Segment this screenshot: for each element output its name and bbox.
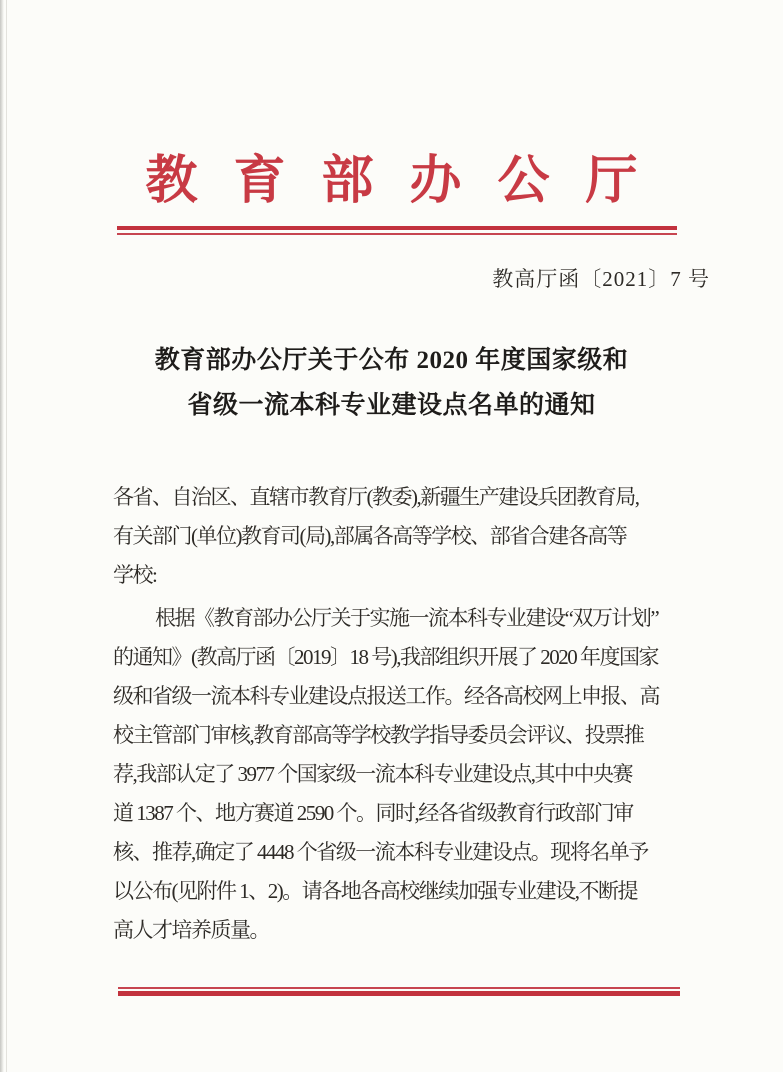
document-title	[0, 338, 783, 428]
body-line: 荐,我部认定了 3977 个国家级一流本科专业建设点,其中中央赛	[113, 762, 632, 786]
document-reference-number: 教高厅函〔2021〕7 号	[492, 267, 710, 291]
document-body	[113, 478, 681, 950]
salutation-line: 各省、自治区、直辖市教育厅(教委),新疆生产建设兵团教育局,	[113, 485, 639, 509]
letterhead-divider	[117, 226, 677, 235]
body-line: 的通知》(教高厅函〔2019〕18 号),我部组织开展了 2020 年度国家	[113, 645, 658, 669]
body-line: 根据《教育部办公厅关于实施一流本科专业建设“双万计划”	[155, 606, 659, 630]
body-line: 高人才培养质量。	[113, 918, 269, 942]
body-line: 道 1387 个、地方赛道 2590 个。同时,经各省级教育行政部门审	[113, 801, 633, 825]
body-line: 级和省级一流本科专业建设点报送工作。经各高校网上申报、高	[113, 684, 659, 708]
divider-thick-line	[118, 991, 680, 996]
body-line: 以公布(见附件 1、2)。请各地各高校继续加强专业建设,不断提	[113, 879, 637, 903]
body-line: 核、推荐,确定了 4448 个省级一流本科专业建设点。现将名单予	[113, 840, 648, 864]
salutation-line: 学校:	[113, 563, 157, 587]
document-title-line-2: 省级一流本科专业建设点名单的通知	[187, 392, 596, 419]
divider-thin-line	[117, 233, 677, 235]
document-title-line-1: 教育部办公厅关于公布 2020 年度国家级和	[154, 347, 629, 374]
letterhead-title: 教育部办公厅	[145, 153, 674, 210]
footer-divider	[118, 987, 680, 996]
salutation-line: 有关部门(单位)教育司(局),部属各高等学校、部省合建各高等	[113, 524, 627, 548]
body-line: 校主管部门审核,教育部高等学校教学指导委员会评议、投票推	[113, 723, 644, 747]
